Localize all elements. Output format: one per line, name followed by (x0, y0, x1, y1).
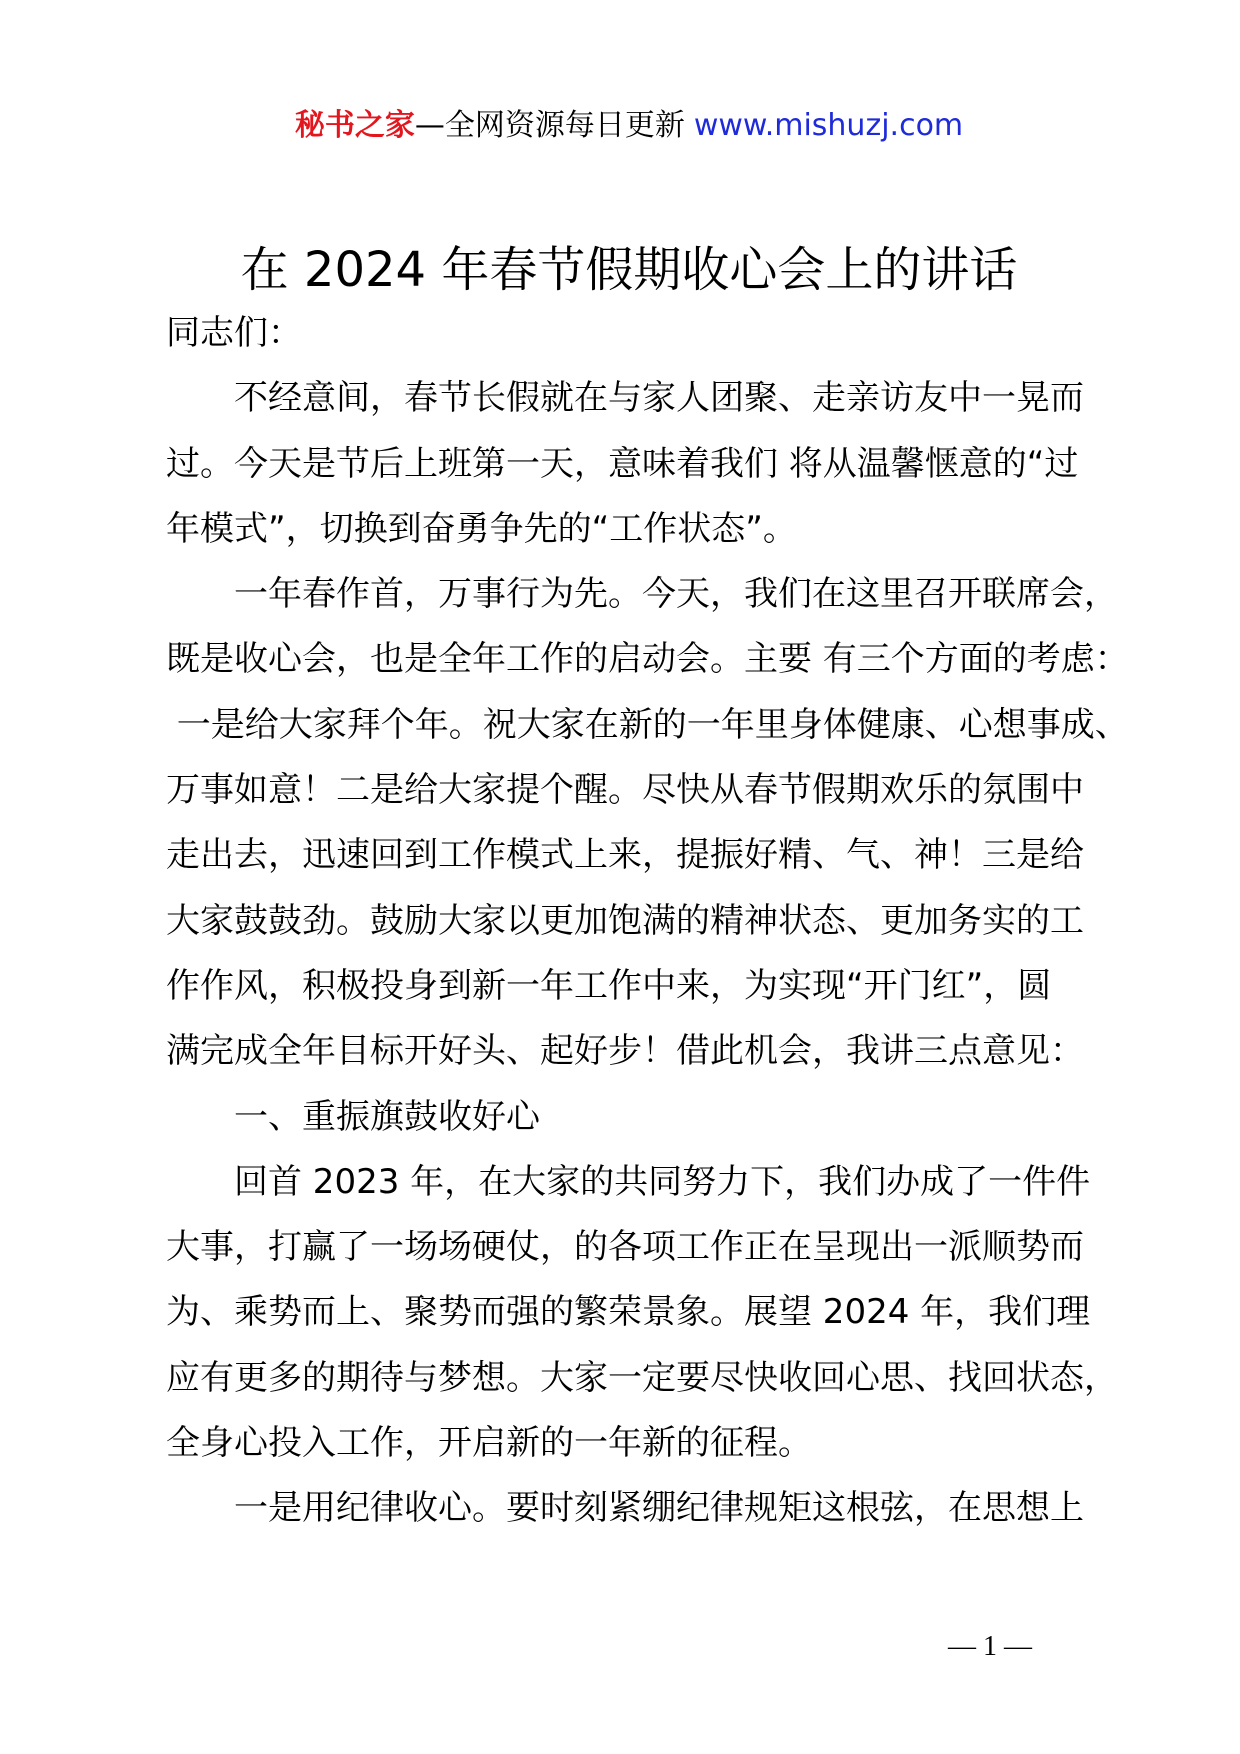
banner-tagline: —全网资源每日更新 (414, 108, 685, 143)
paragraph-line: 作作风，积极投身到新一年工作中来，为实现“开门红”，圆 (166, 965, 1052, 1006)
paragraph-line: 既是收心会，也是全年工作的启动会。主要 有三个方面的考虑： (166, 639, 1129, 680)
paragraph-line: 全身心投入工作，开启新的一年新的征程。 (166, 1423, 812, 1464)
paragraph-line: 年模式”，切换到奋勇争先的“工作状态”。 (166, 508, 797, 549)
page-number: — 1 — (948, 1631, 1032, 1662)
document-title: 在 2024 年春节假期收心会上的讲话 (240, 242, 1018, 298)
site-url: www.mishuzj.com (693, 108, 964, 143)
paragraph-line: 应有更多的期待与梦想。大家一定要尽快收回心思、找回状态， (166, 1357, 1118, 1398)
paragraph-line: 回首 2023 年，在大家的共同努力下，我们办成了一件件 (234, 1161, 1091, 1202)
paragraph-line: 过。今天是节后上班第一天，意味着我们 将从温馨惬意的“过 (166, 443, 1079, 484)
paragraph (166, 562, 1129, 1084)
paragraph-line: 满完成全年目标开好头、起好步！借此机会，我讲三点意见： (166, 1031, 1084, 1072)
salutation: 同志们： (166, 313, 302, 353)
document-body (166, 301, 1129, 1542)
paragraph-line: 大家鼓鼓劲。鼓励大家以更加饱满的精神状态、更加务实的工 (166, 900, 1084, 941)
paragraph-line: 万事如意！二是给大家提个醒。尽快从春节假期欢乐的氛围中 (166, 770, 1084, 811)
paragraph-line: 一是用纪律收心。要时刻紧绷纪律规矩这根弦，在思想上 (234, 1488, 1084, 1529)
paragraph (166, 366, 1126, 562)
paragraph-line: 走出去，迅速回到工作模式上来，提振好精、气、神！三是给 (166, 835, 1084, 876)
brand-name: 秘书之家 (294, 108, 415, 143)
paragraph-line: 不经意间，春节长假就在与家人团聚、走亲访友中一晃而 (234, 378, 1084, 419)
paragraph (166, 1476, 1126, 1541)
site-banner (0, 106, 1240, 146)
paragraph-line: 大事，打赢了一场场硬仗，的各项工作正在呈现出一派顺势而 (166, 1227, 1084, 1268)
section-heading: 一、重振旗鼓收好心 (234, 1096, 540, 1137)
paragraph-line: 一年春作首，万事行为先。今天，我们在这里召开联席会， (234, 574, 1118, 615)
paragraph (166, 1150, 1126, 1476)
paragraph-line: 一是给大家拜个年。祝大家在新的一年里身体健康、心想事成、 (166, 704, 1129, 745)
paragraph-line: 为、乘势而上、聚势而强的繁荣景象。展望 2024 年，我们理 (166, 1292, 1091, 1333)
